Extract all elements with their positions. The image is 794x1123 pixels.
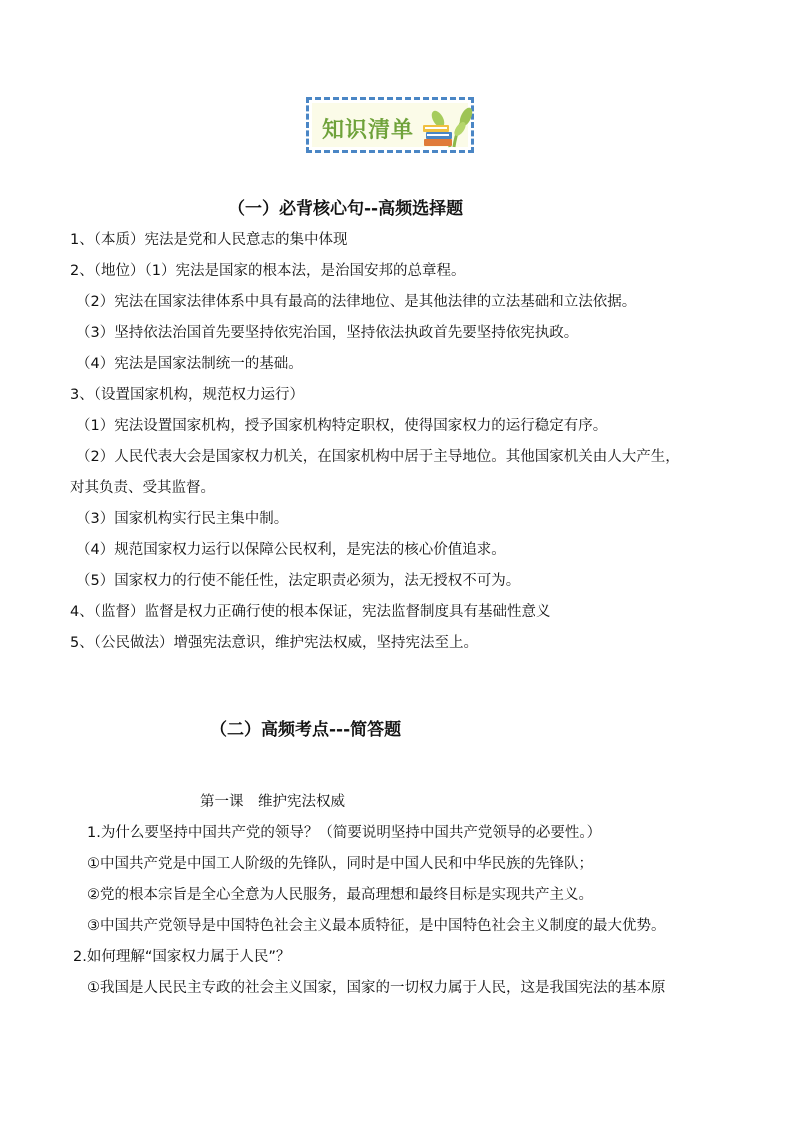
s1-line-9: 对其负责、受其监督。 bbox=[70, 480, 215, 496]
badge-title: 知识清单 bbox=[322, 118, 415, 143]
s1-line-14: 5、（公民做法）增强宪法意识，维护宪法权威，坚持宪法至上。 bbox=[70, 635, 478, 651]
lesson-title: 第一课 维护宪法权威 bbox=[200, 794, 345, 810]
s1-line-5: （4）宪法是国家法制统一的基础。 bbox=[76, 356, 303, 372]
s1-line-12: （5）国家权力的行使不能任性，法定职责必须为，法无授权不可为。 bbox=[76, 573, 521, 589]
s1-line-2: 2、（地位）（1）宪法是国家的根本法，是治国安邦的总章程。 bbox=[70, 263, 466, 279]
s2-line-4: ③中国共产党领导是中国特色社会主义最本质特征，是中国特色社会主义制度的最大优势。 bbox=[87, 918, 666, 934]
s1-line-6: 3、（设置国家机构，规范权力运行） bbox=[70, 387, 304, 403]
s2-line-3: ②党的根本宗旨是全心全意为人民服务，最高理想和最终目标是实现共产主义。 bbox=[87, 887, 593, 903]
s2-line-1: 1.为什么要坚持中国共产党的领导？（简要说明坚持中国共产党领导的必要性。） bbox=[87, 825, 602, 841]
s1-line-7: （1）宪法设置国家机构，授予国家机构特定职权，使得国家权力的运行稳定有序。 bbox=[76, 418, 608, 434]
s2-line-2: ①中国共产党是中国工人阶级的先锋队，同时是中国人民和中华民族的先锋队； bbox=[87, 856, 593, 872]
s1-line-8: （2）人民代表大会是国家权力机关，在国家机构中居于主导地位。其他国家机关由人大产生， bbox=[76, 449, 680, 465]
s1-line-4: （3）坚持依法治国首先要坚持依宪治国，坚持依法执政首先要坚持依宪执政。 bbox=[76, 325, 579, 341]
knowledge-list-badge bbox=[306, 97, 474, 153]
books-plant-icon bbox=[420, 103, 475, 153]
section2-heading: （二）高频考点---简答题 bbox=[210, 720, 402, 740]
s1-line-13: 4、（监督）监督是权力正确行使的根本保证，宪法监督制度具有基础性意义 bbox=[70, 604, 551, 620]
s1-line-3: （2）宪法在国家法律体系中具有最高的法律地位、是其他法律的立法基础和立法依据。 bbox=[76, 294, 637, 310]
s2-line-5: 2.如何理解“国家权力属于人民”？ bbox=[73, 949, 291, 965]
section1-heading: （一）必背核心句--高频选择题 bbox=[228, 199, 464, 219]
s1-line-11: （4）规范国家权力运行以保障公民权利，是宪法的核心价值追求。 bbox=[76, 542, 506, 558]
s1-line-1: 1、（本质）宪法是党和人民意志的集中体现 bbox=[70, 232, 348, 248]
s1-line-10: （3）国家机构实行民主集中制。 bbox=[76, 511, 289, 527]
s2-line-6: ①我国是人民民主专政的社会主义国家，国家的一切权力属于人民，这是我国宪法的基本原 bbox=[87, 980, 666, 996]
